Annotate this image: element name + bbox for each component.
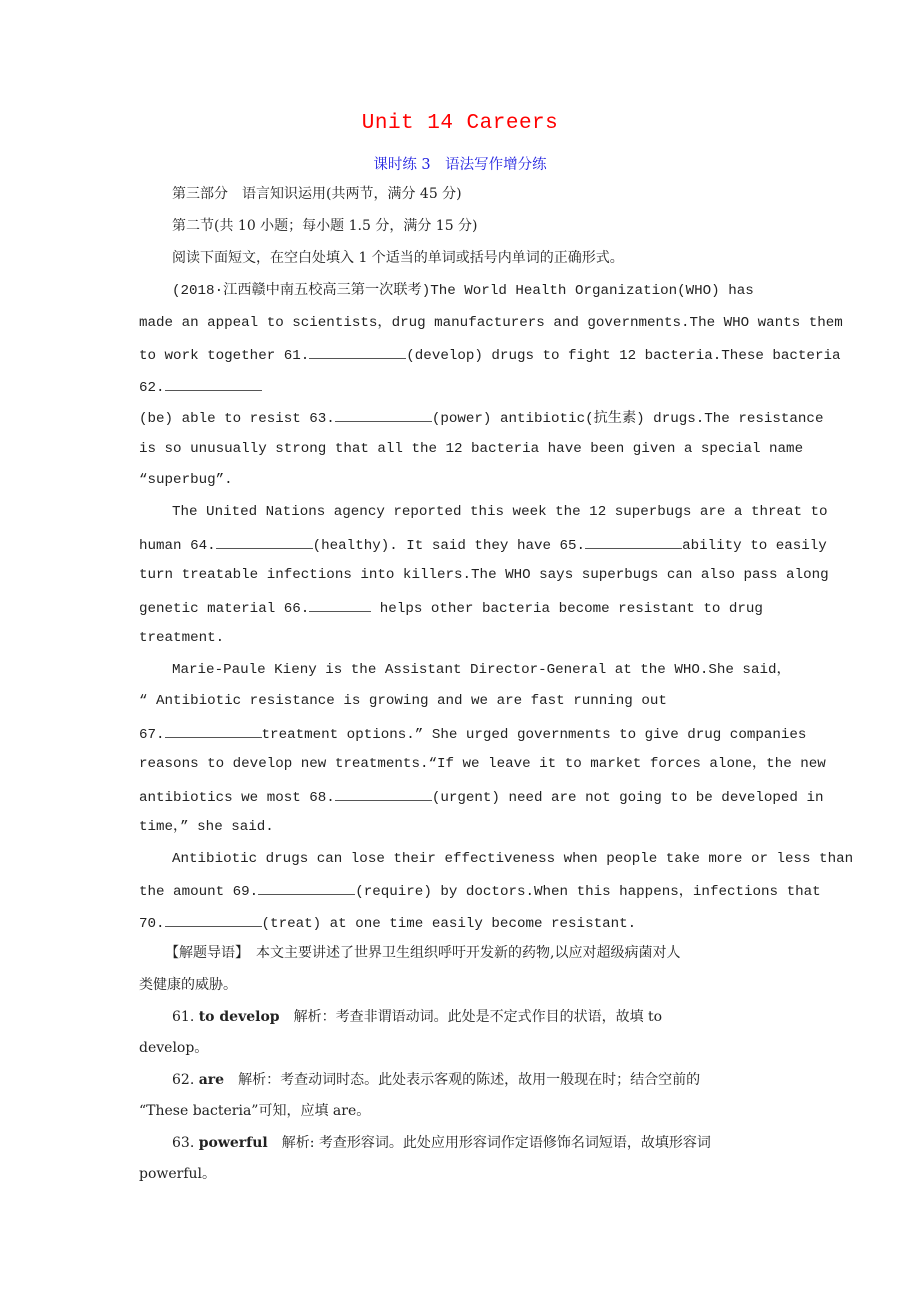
passage-line: “superbug”.	[139, 472, 233, 488]
answer-61: 61. to develop 解析：考查非谓语动词。此处是不定式作目的状语，故填 to	[172, 1009, 663, 1025]
blank-61[interactable]	[309, 344, 406, 359]
section-part: 第三部分 语言知识运用(共两节，满分 45 分)	[172, 186, 462, 202]
section-instruction: 阅读下面短文，在空白处填入 1 个适当的单词或括号内单词的正确形式。	[172, 250, 624, 266]
passage-line: 70. (treat) at one time easily become resistant.	[139, 912, 814, 934]
answer-62-cont: “These bacteria”可知，应填 are。	[139, 1103, 371, 1119]
answer-value: to develop	[198, 1009, 280, 1025]
page-title: Unit 14 Careers	[361, 112, 559, 135]
page-subtitle: 课时练 3 语法写作增分练	[373, 157, 547, 173]
blank-64[interactable]	[216, 534, 313, 549]
blank-67[interactable]	[165, 723, 262, 738]
answer-61-cont: develop。	[139, 1040, 209, 1056]
passage-line: Marie-Paule Kieny is the Assistant Director-General at the WHO.She said，	[172, 662, 791, 678]
blank-62[interactable]	[165, 376, 262, 391]
blank-63[interactable]	[335, 407, 432, 422]
guide-line: 【解题导语】 本文主要讲述了世界卫生组织呼吁开发新的药物,以应对超级病菌对人	[165, 945, 681, 961]
section-subpart: 第二节(共 10 小题；每小题 1.5 分，满分 15 分)	[172, 218, 478, 234]
passage-line: Antibiotic drugs can lose their effectiveness when people take more or less than	[172, 851, 854, 867]
passage-line: to work together 61. (develop) drugs to fight 12 bacteria.These bacteria	[139, 344, 814, 366]
passage-line: (be) able to resist 63. (power) antibiotic(抗生素) drugs.The resistance	[139, 407, 814, 429]
blank-68[interactable]	[335, 786, 432, 801]
passage-line: treatment.	[139, 630, 225, 646]
passage-line: turn treatable infections into killers.The WHO says superbugs can also pass along	[139, 567, 829, 583]
answer-value: powerful	[198, 1135, 268, 1151]
passage-line: The United Nations agency reported this week the 12 superbugs are a threat to	[172, 504, 828, 520]
passage-line: 67. treatment options.” She urged governments to give drug companies	[139, 723, 814, 745]
blank-label: to work together 61.	[139, 348, 310, 364]
answer-63: 63. powerful 解析: 考查形容词。此处应用形容词作定语修饰名词短语，故填形容词	[172, 1135, 711, 1151]
passage-line: 62.	[139, 376, 814, 398]
answer-62: 62. are 解析：考查动词时态。此处表示客观的陈述，故用一般现在时；结合空前的	[172, 1072, 701, 1088]
passage-line: genetic material 66. helps other bacteria become resistant to drug	[139, 597, 814, 619]
passage-line: is so unusually strong that all the 12 bacteria have been given a special name	[139, 441, 804, 457]
blank-69[interactable]	[258, 880, 355, 895]
passage-line: reasons to develop new treatments.“If we leave it to market forces alone，the new	[139, 756, 826, 772]
blank-65[interactable]	[585, 534, 682, 549]
guide-label: 【解题导语】	[165, 945, 242, 961]
guide-line: 类健康的威胁。	[139, 977, 237, 993]
passage-line: the amount 69. (require) by doctors.When this happens，infections that	[139, 880, 814, 902]
answer-63-cont: powerful。	[139, 1166, 217, 1182]
passage-line: human 64. (healthy). It said they have 65. ability to easily	[139, 534, 814, 556]
answer-value: are	[198, 1072, 225, 1088]
passage-line: “ Antibiotic resistance is growing and we are fast running out	[139, 693, 667, 709]
passage-line: time，” she said.	[139, 819, 274, 835]
passage-line: (2018·江西赣中南五校高三第一次联考)The World Health Organization(WHO) has	[172, 283, 754, 299]
blank-66[interactable]	[309, 597, 371, 612]
passage-line: made an appeal to scientists，drug manufacturers and governments.The WHO wants them	[139, 315, 843, 331]
blank-70[interactable]	[165, 912, 262, 927]
passage-line: antibiotics we most 68. (urgent) need are not going to be developed in	[139, 786, 814, 808]
